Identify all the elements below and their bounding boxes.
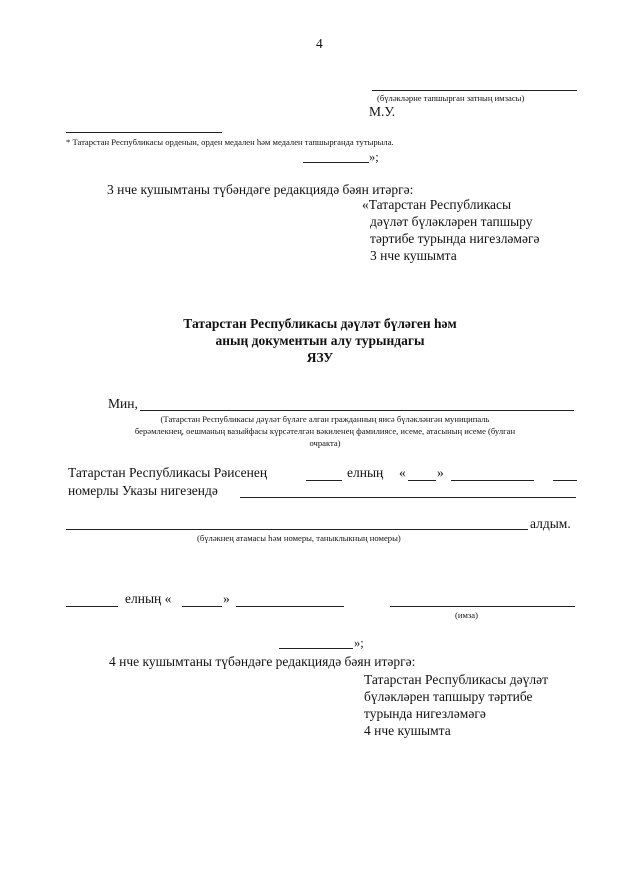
- footnote-rule: [66, 132, 222, 133]
- footnote: * Татарстан Республикасы орденын, орден медален һәм медален тапшырганда тутырыла.: [66, 137, 394, 147]
- form-title-heading: ЯЗУ: [306, 350, 334, 365]
- amendment-4-intro: 4 нче кушымтаны түбәндәге редакциядә бәян итәргә:: [109, 654, 416, 669]
- amendment-3-intro: 3 нче кушымтаны түбәндәге редакциядә бәян итәргә:: [107, 182, 414, 197]
- received-caption: (бүләкнең атамасы һәм номеры, таныклыкның номеры): [197, 533, 401, 543]
- signature-caption-2: (имза): [455, 610, 478, 620]
- form-title-line: аның документын алу турындагы: [215, 333, 425, 348]
- amendment-4-ref-line: Татарстан Республикасы дәүләт: [364, 672, 548, 687]
- date-year-word: елның «: [125, 591, 172, 606]
- min-label: Мин,: [108, 396, 138, 411]
- min-caption-line: берәмлекнең, оешманың вазыйфасы күрсәтелгән вәкиленең фамилиясе, исеме, атасының исеме (булган: [134, 426, 516, 436]
- decree-number-line: [553, 480, 577, 481]
- signature-line: [372, 90, 577, 91]
- year-word: елның: [347, 465, 384, 480]
- name-line: [140, 410, 574, 411]
- signature-caption: (бүләкләрне тапшырган затның имзасы): [377, 93, 525, 103]
- date-day-line: [182, 606, 222, 607]
- amendment-4-ref-line: бүләкләрен тапшыру тәртибе: [364, 689, 533, 704]
- date-month-line: [236, 606, 344, 607]
- amendment-4-ref-line: турында нигезләмәгә: [364, 706, 486, 721]
- quote-close: »: [437, 465, 444, 480]
- amendment-3-ref-line: «Татарстан Республикасы: [362, 197, 512, 212]
- amendment-3-ref-line: дәүләт бүләкләрен тапшыру: [370, 214, 533, 229]
- amendment-3-ref-line: тәртибе турында нигезләмәгә: [370, 231, 540, 246]
- decree-start: Татарстан Республикасы Рәисенең: [68, 465, 268, 480]
- date-quote-close: »: [223, 591, 230, 606]
- page-number: 4: [316, 36, 323, 51]
- closing-line-1: [303, 162, 369, 163]
- amendment-3-ref-line: 3 нче кушымта: [370, 248, 457, 263]
- min-caption-line: очракта): [309, 438, 341, 448]
- stamp-label: М.У.: [369, 104, 396, 119]
- decree-year-line: [306, 480, 342, 481]
- amendment-4-ref-line: 4 нче кушымта: [364, 723, 451, 738]
- form-title-line: Татарстан Республикасы дәүләт бүләген һәм: [183, 316, 457, 331]
- date-year-line: [66, 606, 118, 607]
- quote-open: «: [399, 465, 406, 480]
- closing-quote-2: »;: [354, 636, 364, 650]
- decree-line-2: номерлы Указы нигезендә: [68, 483, 218, 498]
- received-word: алдым.: [530, 516, 571, 531]
- min-caption-line: (Татарстан Республикасы дәүләт бүләге алган гражданның яисә бүләкләнгән муниципаль: [160, 414, 490, 424]
- signature-line-2: [390, 606, 575, 607]
- decree-number-line-2: [240, 497, 576, 498]
- award-line: [66, 529, 528, 530]
- closing-quote-1: »;: [369, 150, 379, 164]
- decree-month-line: [451, 480, 534, 481]
- decree-day-line: [408, 480, 436, 481]
- closing-line-2: [279, 648, 353, 649]
